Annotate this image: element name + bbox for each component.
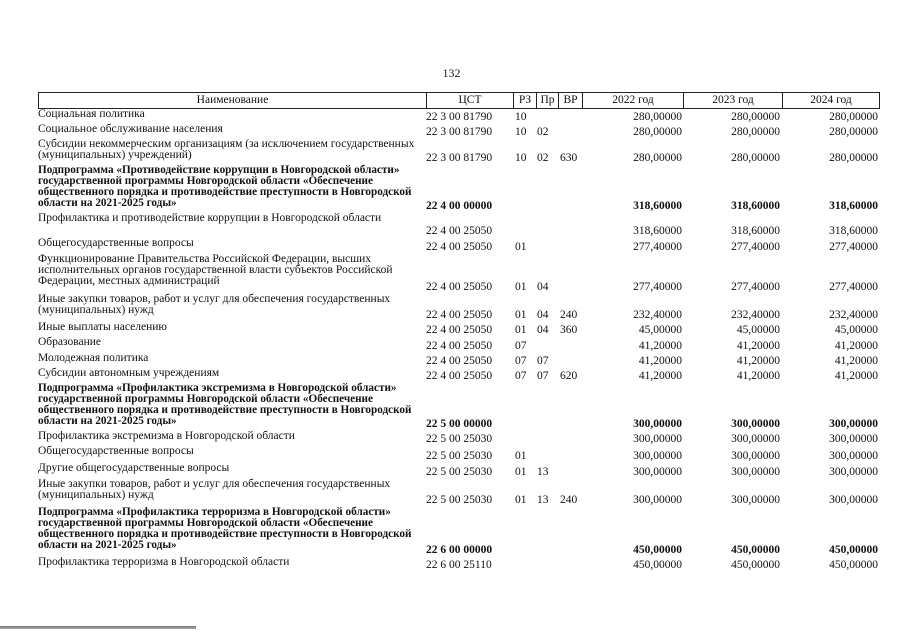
header-pr: Пр <box>536 92 558 108</box>
cell-rz: 01 <box>515 281 527 293</box>
cell-2022: 41,20000 <box>638 370 682 382</box>
cell-2023: 232,40000 <box>731 309 780 321</box>
cell-2024: 45,00000 <box>834 324 878 336</box>
cell-name: Профилактика экстремизма в Новгородской области <box>38 430 295 442</box>
cell-2023: 300,00000 <box>731 494 780 506</box>
cell-cst: 22 4 00 25050 <box>426 309 493 321</box>
cell-2024: 280,00000 <box>829 126 878 138</box>
cell-name: Иные закупки товаров, работ и услуг для обеспечения государственных (муниципальных) нужд <box>38 478 391 501</box>
cell-cst: 22 4 00 25050 <box>426 340 493 352</box>
table-row <box>38 557 880 572</box>
cell-2023: 41,20000 <box>736 340 780 352</box>
cell-2022: 41,20000 <box>638 340 682 352</box>
cell-vr: 630 <box>560 152 578 164</box>
table-row <box>38 446 880 463</box>
table-row <box>38 165 880 213</box>
cell-2022: 450,00000 <box>633 559 682 571</box>
cell-rz: 07 <box>515 370 527 382</box>
cell-cst: 22 4 00 25050 <box>426 281 493 293</box>
header-cst: ЦСТ <box>426 92 513 108</box>
table-row <box>38 463 880 479</box>
cell-cst: 22 3 00 81790 <box>426 152 493 164</box>
cell-name: Молодежная политика <box>38 352 149 364</box>
cell-2023: 41,20000 <box>736 370 780 382</box>
cell-2024: 277,40000 <box>829 281 878 293</box>
cell-cst: 22 5 00 25030 <box>426 450 493 462</box>
table-row <box>38 353 880 368</box>
cell-rz: 01 <box>515 450 527 462</box>
cell-2023: 450,00000 <box>731 559 780 571</box>
cell-name: Подпрограмма «Профилактика терроризма в Новгородской области» государственной программы Новгородской области «Обеспечение общественного порядка и противодействие преступности в Новгородской области на 2021-2025 годы» <box>38 506 412 551</box>
cell-2024: 300,00000 <box>829 494 878 506</box>
cell-2024: 41,20000 <box>834 340 878 352</box>
cell-2023: 318,60000 <box>731 225 780 237</box>
page-number: 132 <box>442 66 461 80</box>
cell-rz: 01 <box>515 466 527 478</box>
cell-2022: 280,00000 <box>633 111 682 123</box>
cell-2023: 277,40000 <box>731 281 780 293</box>
table-row <box>38 507 880 557</box>
cell-cst: 22 5 00 25030 <box>426 433 493 445</box>
cell-2022: 280,00000 <box>633 126 682 138</box>
table-row <box>38 238 880 254</box>
header-rz: РЗ <box>513 92 536 108</box>
cell-2022: 45,00000 <box>638 324 682 336</box>
cell-name: Субсидии некоммерческим организациям (за исключением государственных (муниципальных) учреждений) <box>38 138 415 161</box>
cell-rz: 01 <box>515 324 527 336</box>
cell-pr: 04 <box>537 281 549 293</box>
cell-rz: 07 <box>515 340 527 352</box>
cell-name: Подпрограмма «Профилактика экстремизма в Новгородской области» государственной программы Новгородской области «Обеспечение общественного порядка и противодействие преступности в Новгородской области на 2021-2025 годы» <box>38 382 412 427</box>
cell-2024: 300,00000 <box>829 418 878 430</box>
header-2024: 2024 год <box>782 92 880 108</box>
cell-2022: 280,00000 <box>633 152 682 164</box>
header-2023: 2023 год <box>683 92 782 108</box>
cell-vr: 240 <box>560 494 578 506</box>
cell-name: Образование <box>38 336 102 348</box>
table-body <box>38 109 880 572</box>
cell-pr: 04 <box>537 309 549 321</box>
cell-2022: 300,00000 <box>633 418 682 430</box>
cell-rz: 01 <box>515 494 527 506</box>
cell-pr: 07 <box>537 370 549 382</box>
cell-2022: 277,40000 <box>633 241 682 253</box>
cell-2024: 300,00000 <box>829 450 878 462</box>
cell-2024: 450,00000 <box>829 544 878 556</box>
cell-vr: 240 <box>560 309 578 321</box>
cell-rz: 07 <box>515 355 527 367</box>
header-name: Наименование <box>38 92 426 108</box>
cell-pr: 02 <box>537 126 549 138</box>
cell-2024: 280,00000 <box>829 111 878 123</box>
cell-2023: 300,00000 <box>731 466 780 478</box>
cell-rz: 10 <box>515 126 527 138</box>
table-row <box>38 322 880 337</box>
cell-name: Социальное обслуживание населения <box>38 123 223 135</box>
cell-vr: 620 <box>560 370 578 382</box>
cell-cst: 22 4 00 25050 <box>426 355 493 367</box>
cell-cst: 22 3 00 81790 <box>426 126 493 138</box>
table-header <box>38 92 880 108</box>
table-row <box>38 294 880 322</box>
cell-2022: 450,00000 <box>633 544 682 556</box>
cell-rz: 10 <box>515 111 527 123</box>
cell-cst: 22 4 00 25050 <box>426 324 493 336</box>
cell-name: Иные закупки товаров, работ и услуг для обеспечения государственных (муниципальных) нужд <box>38 293 391 316</box>
cell-2024: 300,00000 <box>829 433 878 445</box>
cell-cst: 22 6 00 25110 <box>426 559 492 571</box>
table-row <box>38 254 880 294</box>
cell-2023: 280,00000 <box>731 111 780 123</box>
cell-name: Субсидии автономным учреждениям <box>38 367 220 379</box>
cell-pr: 13 <box>537 466 549 478</box>
cell-2024: 450,00000 <box>829 559 878 571</box>
cell-pr: 02 <box>537 152 549 164</box>
cell-rz: 10 <box>515 152 527 164</box>
table-row <box>38 213 880 238</box>
cell-2024: 280,00000 <box>829 152 878 164</box>
table-row <box>38 479 880 507</box>
cell-name: Функционирование Правительства Российской Федерации, высших исполнительных органов государственной власти субъектов Российской Федерации, местных администраций <box>38 253 393 287</box>
cell-2023: 277,40000 <box>731 241 780 253</box>
bottom-rule <box>0 626 196 629</box>
cell-2023: 300,00000 <box>731 450 780 462</box>
cell-cst: 22 5 00 25030 <box>426 466 493 478</box>
cell-name: Социальная политика <box>38 108 145 120</box>
cell-2023: 450,00000 <box>731 544 780 556</box>
cell-name: Общегосударственные вопросы <box>38 237 194 249</box>
cell-name: Профилактика и противодействие коррупции в Новгородской области <box>38 212 382 224</box>
cell-cst: 22 4 00 00000 <box>426 200 493 212</box>
table-row <box>38 337 880 353</box>
cell-name: Общегосударственные вопросы <box>38 445 194 457</box>
table-row <box>38 109 880 124</box>
cell-2022: 300,00000 <box>633 494 682 506</box>
cell-2024: 232,40000 <box>829 309 878 321</box>
cell-cst: 22 5 00 25030 <box>426 494 493 506</box>
cell-cst: 22 4 00 25050 <box>426 241 493 253</box>
cell-rz: 01 <box>515 309 527 321</box>
cell-2022: 277,40000 <box>633 281 682 293</box>
cell-2022: 41,20000 <box>638 355 682 367</box>
cell-2023: 300,00000 <box>731 433 780 445</box>
cell-pr: 07 <box>537 355 549 367</box>
table-row <box>38 124 880 139</box>
cell-2023: 45,00000 <box>736 324 780 336</box>
header-2022: 2022 год <box>582 92 683 108</box>
cell-2022: 300,00000 <box>633 450 682 462</box>
cell-cst: 22 3 00 81790 <box>426 111 493 123</box>
cell-name: Профилактика терроризма в Новгородской области <box>38 556 290 568</box>
cell-2024: 300,00000 <box>829 466 878 478</box>
budget-table <box>38 92 880 571</box>
cell-rz: 01 <box>515 241 527 253</box>
cell-cst: 22 5 00 00000 <box>426 418 493 430</box>
table-row <box>38 383 880 431</box>
cell-2022: 300,00000 <box>633 466 682 478</box>
cell-name: Иные выплаты населению <box>38 321 167 333</box>
cell-name: Другие общегосударственные вопросы <box>38 462 230 474</box>
cell-2024: 277,40000 <box>829 241 878 253</box>
cell-cst: 22 4 00 25050 <box>426 370 493 382</box>
cell-2023: 318,60000 <box>731 200 780 212</box>
cell-2024: 318,60000 <box>829 200 878 212</box>
cell-2023: 41,20000 <box>736 355 780 367</box>
cell-2022: 318,60000 <box>633 225 682 237</box>
cell-pr: 13 <box>537 494 549 506</box>
cell-pr: 04 <box>537 324 549 336</box>
cell-2024: 318,60000 <box>829 225 878 237</box>
cell-2023: 280,00000 <box>731 126 780 138</box>
cell-2023: 300,00000 <box>731 418 780 430</box>
header-vr: ВР <box>558 92 582 108</box>
table-row <box>38 431 880 446</box>
cell-2022: 318,60000 <box>633 200 682 212</box>
cell-2022: 232,40000 <box>633 309 682 321</box>
cell-2022: 300,00000 <box>633 433 682 445</box>
cell-2024: 41,20000 <box>834 370 878 382</box>
cell-2024: 41,20000 <box>834 355 878 367</box>
cell-cst: 22 6 00 00000 <box>426 544 493 556</box>
table-row <box>38 139 880 165</box>
cell-vr: 360 <box>560 324 578 336</box>
cell-name: Подпрограмма «Противодействие коррупции в Новгородской области» государственной программы Новгородской области «Обеспечение общественного порядка и противодействие преступности в Новгородской области на 2021-2025 годы» <box>38 164 412 209</box>
cell-cst: 22 4 00 25050 <box>426 225 493 237</box>
cell-2023: 280,00000 <box>731 152 780 164</box>
table-row <box>38 368 880 383</box>
